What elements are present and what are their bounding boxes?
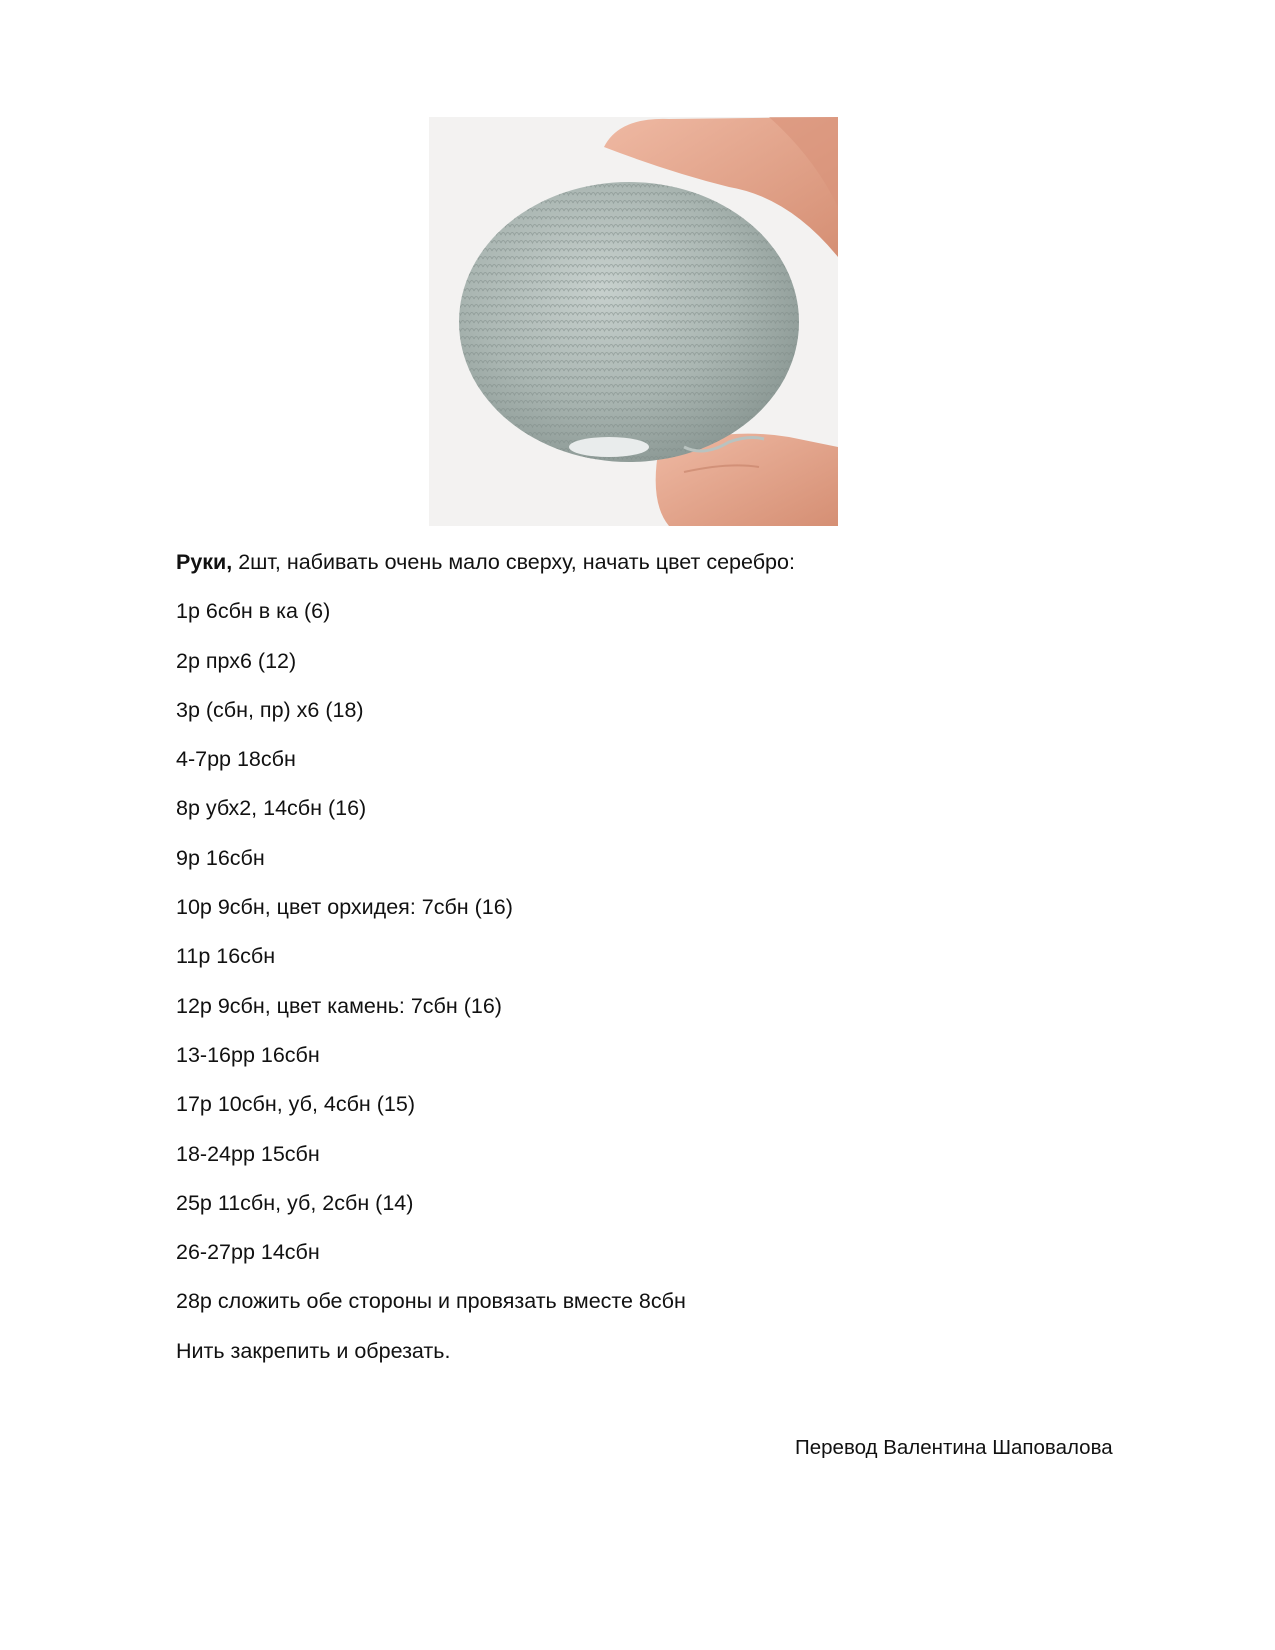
- pattern-row: 4-7рр 18сбн: [176, 747, 296, 772]
- pattern-row: 3р (сбн, пр) х6 (18): [176, 697, 364, 722]
- section-heading: [176, 543, 1136, 592]
- section-title: Руки,: [176, 550, 233, 574]
- pattern-row: 11р 16сбн: [176, 944, 276, 969]
- pattern-row: 18-24рр 15сбн: [176, 1141, 320, 1166]
- pattern-row: 12р 9сбн, цвет камень: 7сбн (16): [176, 993, 502, 1018]
- pattern-text: [176, 543, 1136, 1381]
- finish-instruction: Нить закрепить и обрезать.: [176, 1338, 451, 1363]
- pattern-row: 9р 16сбн: [176, 845, 265, 870]
- pattern-row: 10р 9сбн, цвет орхидея: 7сбн (16): [176, 895, 513, 920]
- crochet-piece-photo: [429, 117, 838, 526]
- pattern-row: 1р 6сбн в ка (6): [176, 599, 331, 624]
- pattern-row: 8р убх2, 14сбн (16): [176, 796, 367, 821]
- pattern-row: 28р сложить обе стороны и провязать вместе 8сбн: [176, 1289, 686, 1314]
- pattern-row: 17р 10сбн, уб, 4сбн (15): [176, 1092, 415, 1117]
- pattern-row: 13-16рр 16сбн: [176, 1042, 320, 1067]
- section-intro: 2шт, набивать очень мало сверху, начать цвет серебро:: [232, 550, 795, 574]
- pattern-row: 25р 11сбн, уб, 2сбн (14): [176, 1190, 414, 1215]
- pattern-row: 26-27рр 14сбн: [176, 1240, 320, 1265]
- translator-credit: Перевод Валентина Шаповалова: [795, 1436, 1113, 1459]
- pattern-row: 2р прх6 (12): [176, 648, 297, 673]
